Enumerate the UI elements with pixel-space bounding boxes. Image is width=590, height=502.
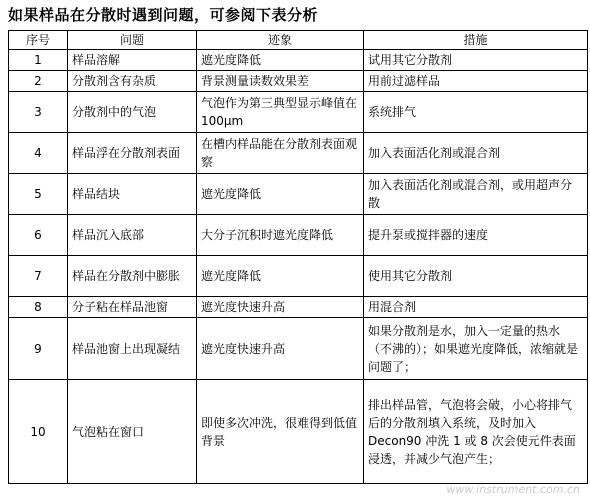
cell-sign: 气泡作为第三典型显示峰值在 100μm [197,92,364,133]
cell-no: 2 [9,71,68,92]
cell-problem: 分散剂中的气泡 [68,92,197,133]
cell-no: 5 [9,174,68,215]
cell-sign: 遮光度降低 [197,50,364,71]
cell-measure: 系统排气 [364,92,588,133]
table-row [9,174,588,215]
cell-sign: 遮光度快速升高 [197,318,364,380]
table-row [9,380,588,484]
cell-problem: 样品沉入底部 [68,215,197,256]
cell-measure: 如果分散剂是水，加入一定量的热水（不沸的）；如果遮光度降低，浓缩就是问题了； [364,318,588,380]
cell-no: 8 [9,297,68,318]
cell-problem: 样品溶解 [68,50,197,71]
cell-measure: 用前过滤样品 [364,71,588,92]
cell-sign: 即使多次冲洗，很难得到低值背景 [197,380,364,484]
watermark: www.instrument.com.cn [446,483,580,496]
table-row [9,133,588,174]
cell-problem: 样品浮在分散剂表面 [68,133,197,174]
table-row [9,215,588,256]
cell-sign: 遮光度快速升高 [197,297,364,318]
cell-measure: 试用其它分散剂 [364,50,588,71]
cell-measure: 提升泵或搅拌器的速度 [364,215,588,256]
cell-measure: 使用其它分散剂 [364,256,588,297]
table-row [9,297,588,318]
header-no: 序号 [9,31,68,50]
table-header-row [9,31,588,50]
cell-sign: 遮光度降低 [197,256,364,297]
table-row [9,92,588,133]
cell-problem: 分散剂含有杂质 [68,71,197,92]
cell-measure: 加入表面活化剂或混合剂，或用超声分散 [364,174,588,215]
cell-no: 6 [9,215,68,256]
cell-problem: 分子粘在样品池窗 [68,297,197,318]
header-sign: 迹象 [197,31,364,50]
cell-problem: 样品在分散剂中膨胀 [68,256,197,297]
cell-no: 3 [9,92,68,133]
cell-measure: 加入表面活化剂或混合剂 [364,133,588,174]
cell-no: 1 [9,50,68,71]
cell-problem: 样品池窗上出现凝结 [68,318,197,380]
analysis-table [8,30,588,484]
cell-problem: 样品结块 [68,174,197,215]
page-title: 如果样品在分散时遇到问题，可参阅下表分析 [8,6,319,24]
cell-no: 10 [9,380,68,484]
header-problem: 问题 [68,31,197,50]
cell-measure: 用混合剂 [364,297,588,318]
cell-sign: 遮光度降低 [197,174,364,215]
table-row [9,71,588,92]
header-measure: 措施 [364,31,588,50]
cell-sign: 大分子沉积时遮光度降低 [197,215,364,256]
table-row [9,50,588,71]
table-row [9,256,588,297]
cell-no: 4 [9,133,68,174]
cell-no: 7 [9,256,68,297]
cell-no: 9 [9,318,68,380]
cell-sign: 背景测量读数效果差 [197,71,364,92]
cell-measure: 排出样品管，气泡将会破，小心将排气后的分散剂填入系统，及时加入 Decon90 冲洗 1 或 8 次会使元件表面浸透，并减少气泡产生； [364,380,588,484]
cell-problem: 气泡粘在窗口 [68,380,197,484]
table-row [9,318,588,380]
cell-sign: 在槽内样品能在分散剂表面观察 [197,133,364,174]
